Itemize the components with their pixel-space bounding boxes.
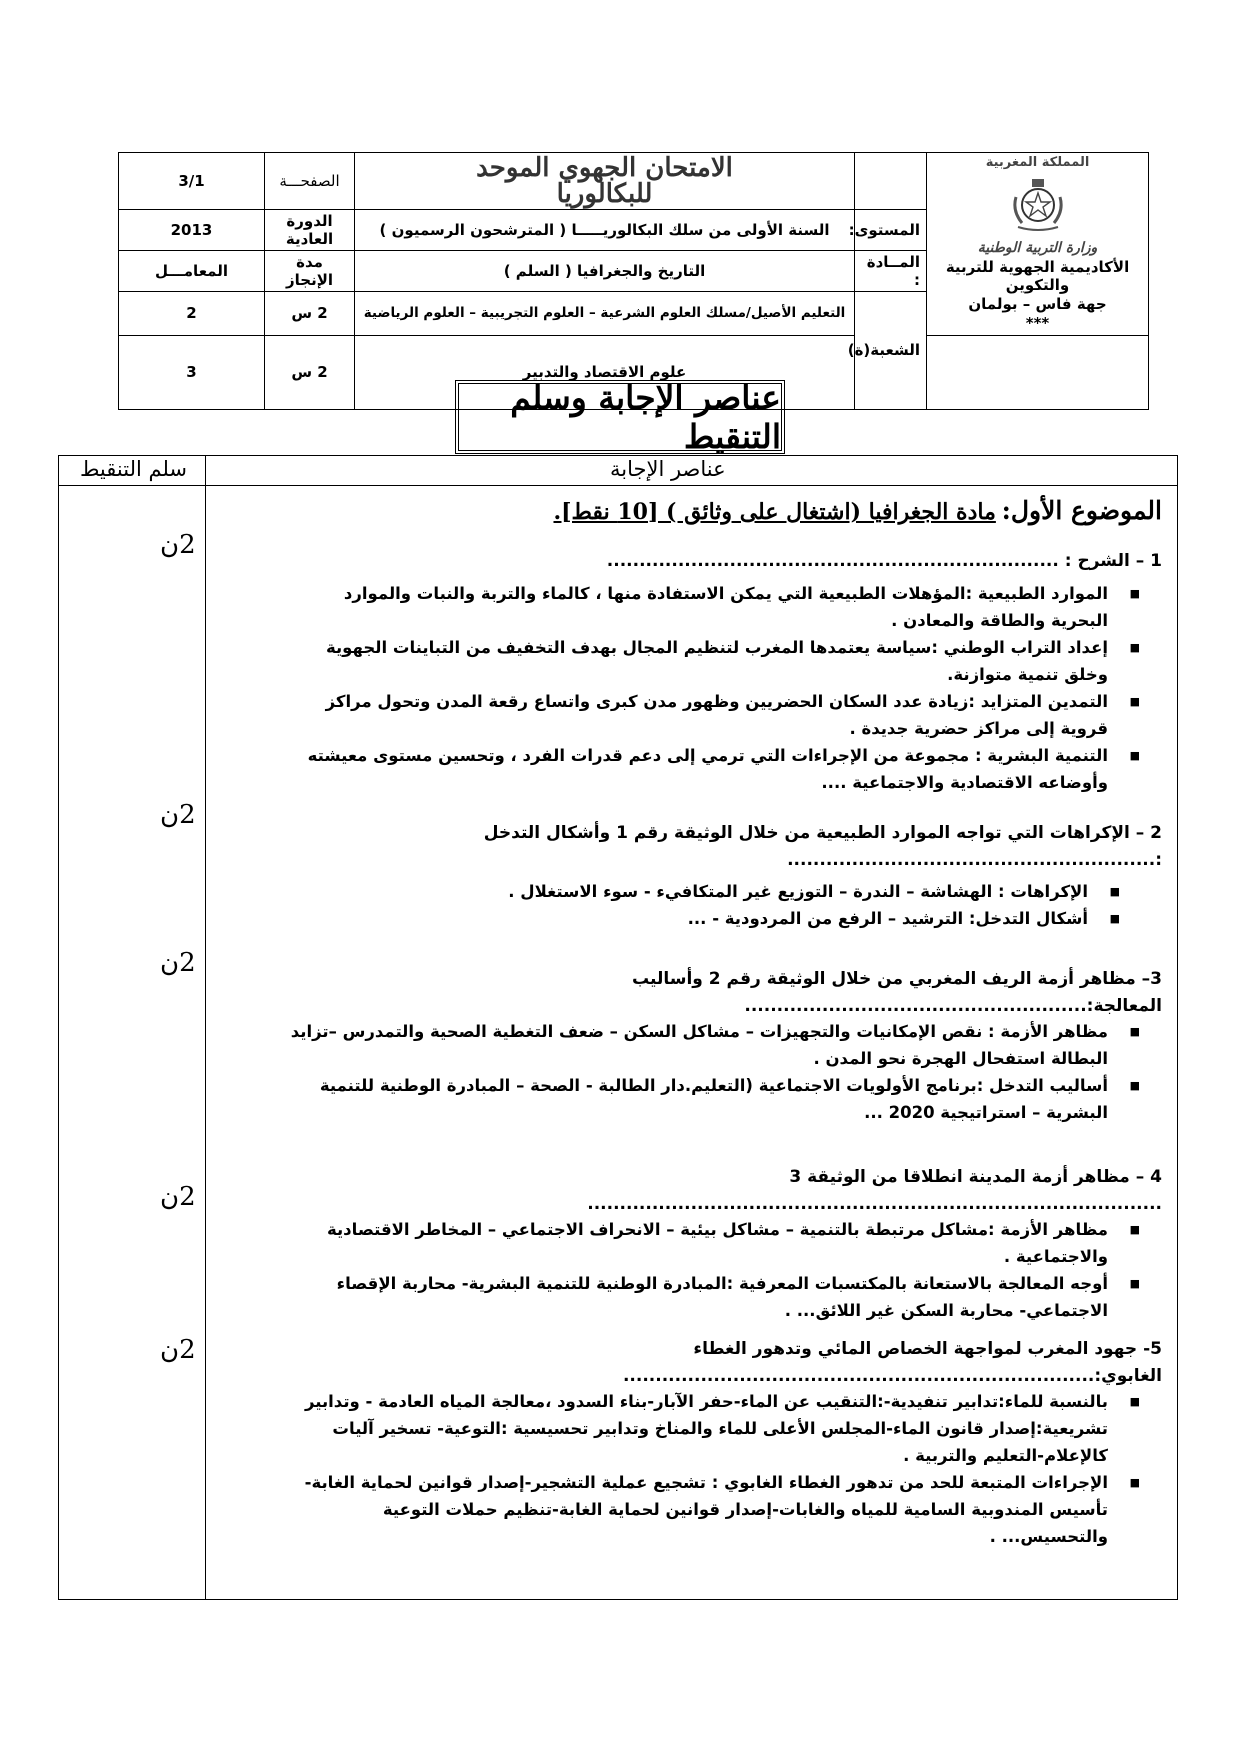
q4-item: ■ مظاهر الأزمة :مشاكل مرتبطة بالتنمية – مشاكل بيئية – الانحراف الاجتماعي – المخاطر الاقتصادية والاجتماعية . (262, 1216, 1142, 1270)
q5-title: 5- جهود المغرب لمواجهة الخصاص المائي وتدهور الغطاء الغابوي:......................................................................... (622, 1339, 1162, 1386)
score-q1: 2ن (160, 530, 196, 560)
q5-list (282, 1388, 1142, 1550)
academy-line-2: والتكوين (1005, 276, 1070, 295)
ministry-block (927, 153, 1149, 336)
ministry-label: وزارة التربية الوطنية (977, 240, 1098, 256)
q5-item: ■ الإجراءات المتبعة للحد من تدهور الغطاء الغابوي : تشجيع عملية التشجير-إصدار قوانين لحماية الغابة-تأسيس المندوبية السامية للمياه والغابات-إصدار قوانين لحماية الغابة-تنظيم حملات التوعية والتحسيس... . (282, 1469, 1142, 1550)
q1-item: ■ التمدين المتزايد :زيادة عدد السكان الحضريين وظهور مدن كبرى واتساع رقعة المدن وتحول مراكز قروية إلى مراكز حضرية جديدة . (282, 688, 1142, 742)
level-value: السنة الأولى من سلك البكالوريـــــا ( المترشحون الرسميون ) (355, 210, 855, 251)
stream-label: الشعبة(ة) (855, 292, 927, 410)
q3-title: 3– مظاهر أزمة الريف المغربي من خلال الوثيقة رقم 2 وأساليب المعالجة:..................................................... (632, 969, 1162, 1016)
q1-list (282, 580, 1142, 796)
score-q4: 2ن (160, 1182, 196, 1212)
exam-header-table (118, 152, 1149, 410)
q1-item: ■ الموارد الطبيعية :المؤهلات الطبيعية التي يمكن الاستفادة منها ، كالماء والتربة والنبات والموارد البحرية والطاقة والمعادن . (282, 580, 1142, 634)
subject-heading-rest: مادة الجغرافيا (اشتغال على وثائق ) [10 نقط]. (553, 499, 996, 525)
column-divider (205, 455, 206, 1600)
grading-column-header: سلم التنقيط (80, 457, 187, 481)
stars: *** (1025, 313, 1050, 332)
stream-1: التعليم الأصيل/مسلك العلوم الشرعية – العلوم التجريبية – العلوم الرياضية (355, 292, 855, 336)
page-value: 3/1 (119, 153, 265, 210)
level-label: المستوى: (855, 210, 927, 251)
answer-key-title-box (455, 380, 785, 454)
q5-item: ■ بالنسبة للماء:تدابير تنفيدية-:التنقيب عن الماء-حفر الآبار-بناء السدود ،معالجة المياه العادمة - وتدابير تشريعية:إصدار قانون الماء-المجلس الأعلى للماء والمناخ وتدابير تحسيسية :التوعية- تسخير آليات كالإعلام-التعليم والتربية . (282, 1388, 1142, 1469)
header-row-divider (58, 485, 1178, 486)
stream-2-duration: 2 س (265, 335, 355, 409)
academy-line-1: الأكاديمية الجهوية للتربية (945, 257, 1130, 276)
q2-list (282, 878, 1122, 932)
q4-list (262, 1216, 1142, 1324)
stream-2-coef: 3 (119, 335, 265, 409)
kingdom-label: المملكة المغربية (985, 155, 1090, 170)
q1-title: 1 – الشرح : ...................................................................... (606, 551, 1162, 571)
exam-year: 2013 (119, 210, 265, 251)
subject-label: المــادة : (855, 251, 927, 292)
stream-1-coef: 2 (119, 292, 265, 336)
stream-1-duration: 2 س (265, 292, 355, 336)
exam-title-line-2: للبكالوريا (556, 179, 653, 209)
duration-label: مدة الإنجاز (265, 251, 355, 292)
q1-item: ■ إعداد التراب الوطني :سياسة يعتمدها المغرب لتنظيم المجال بهدف التخفيف من التباينات الجهوية وخلق تنمية متوازنة. (282, 634, 1142, 688)
subject-heading-prefix: الموضوع الأول: (1001, 496, 1162, 525)
stream-2: علوم الاقتصاد والتدبير (355, 335, 855, 409)
q3-item: ■ مظاهر الأزمة : نقص الإمكانيات والتجهيزات – مشاكل السكن – ضعف التغطية الصحية والتمدرس –تزايد البطالة استفحال الهجرة نحو المدن . (262, 1018, 1142, 1072)
moroccan-emblem-icon (1008, 175, 1068, 233)
q3-item: ■ أساليب التدخل :برنامج الأولويات الاجتماعية (التعليم.دار الطالبة - الصحة – المبادرة الوطنية للتنمية البشرية – استراتيجية 2020 ... (262, 1072, 1142, 1126)
exam-title (355, 153, 855, 210)
q3-list (262, 1018, 1142, 1126)
q4-item: ■ أوجه المعالجة بالاستعانة بالمكتسبات المعرفية :المبادرة الوطنية للتنمية البشرية- محاربة الإقصاء الاجتماعي- محاربة السكن غير اللائق... . (262, 1270, 1142, 1324)
coef-label: المعامـــل (119, 251, 265, 292)
answers-column-header: عناصر الإجابة (610, 457, 726, 481)
q1-item: ■ التنمية البشرية : مجموعة من الإجراءات التي ترمي إلى دعم قدرات الفرد ، وتحسين مستوى معيشته وأوضاعه الاقتصادية والاجتماعية .... (282, 742, 1142, 796)
exam-title-line-1: الامتحان الجهوي الموحد (476, 153, 733, 183)
score-q2: 2ن (160, 800, 196, 830)
region-label: جهة فاس – بولمان (968, 295, 1107, 313)
q4-title: 4 – مظاهر أزمة المدينة انطلاقا من الوثيقة 3 ......................................................................................... (587, 1167, 1162, 1214)
score-q3: 2ن (160, 948, 196, 978)
subject-heading (262, 497, 1162, 527)
page-label: الصفحـــة (265, 153, 355, 210)
subject-value: التاريخ والجغرافيا ( السلم ) (355, 251, 855, 292)
q2-item: ■ أشكال التدخل: الترشيد – الرفع من المردودية - ... (282, 905, 1122, 932)
q2-item: ■ الإكراهات : الهشاشة – الندرة – التوزيع غير المتكافيء - سوء الاستغلال . (282, 878, 1122, 905)
q2-title: 2 – الإكراهات التي تواجه الموارد الطبيعية من خلال الوثيقة رقم 1 وأشكال التدخل :......................................................... (483, 823, 1162, 870)
answer-key-title: عناصر الإجابة وسلم التنقيط (510, 378, 781, 456)
score-q5: 2ن (160, 1335, 196, 1365)
session-label: الدورة العادية (265, 210, 355, 251)
